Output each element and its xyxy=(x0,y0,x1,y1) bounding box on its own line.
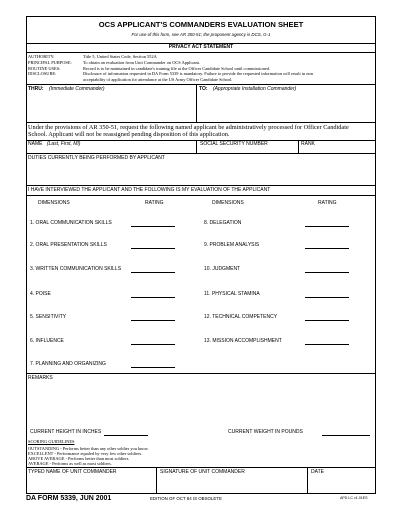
form-number: DA FORM 5339, JUN 2001 xyxy=(26,495,112,502)
height-input[interactable] xyxy=(104,435,148,436)
privacy-text-routine: Record is to be maintained in candidate's training file at the Officer Candidate School until commissioned. xyxy=(83,66,271,71)
name-field[interactable] xyxy=(28,142,80,147)
rating-poise[interactable] xyxy=(131,297,175,298)
dimensions-header-left: DIMENSIONS xyxy=(38,200,70,206)
signature-field[interactable]: SIGNATURE OF UNIT COMMANDER xyxy=(160,469,245,475)
dimension-mission-accomplishment: 13. MISSION ACCOMPLISHMENT xyxy=(204,338,282,344)
dimensions-header-right: DIMENSIONS xyxy=(212,200,244,206)
scoring-outstanding: OUTSTANDING - Performs better than any other soldier you know. xyxy=(28,446,149,451)
rating-problem-analysis[interactable] xyxy=(305,248,349,249)
rating-oral-communication[interactable] xyxy=(131,226,175,227)
dimension-sensitivity: 5. SENSITIVITY xyxy=(30,314,67,320)
typed-name-field[interactable]: TYPED NAME OF UNIT COMMANDER xyxy=(28,469,117,475)
scoring-average: AVERAGE - Performs as well as most soldiers. xyxy=(28,461,112,466)
dimension-oral-presentation: 2. ORAL PRESENTATION SKILLS xyxy=(30,242,107,248)
rating-header-left: RATING xyxy=(145,200,164,206)
privacy-text-purpose: To obtain an evaluation from Unit Commander on OCS Applicant. xyxy=(83,60,201,65)
dimension-technical-competency: 12. TECHNICAL COMPETENCY xyxy=(204,314,278,320)
rating-mission-accomplishment[interactable] xyxy=(305,344,349,345)
form-title: OCS APPLICANT'S COMMANDERS EVALUATION SHEET xyxy=(98,20,304,29)
scoring-excellent: EXCELLENT - Performance equaled by very few other soldiers. xyxy=(28,451,143,456)
request-line-2: School. Applicant will not be reassigned pending disposition of this application. xyxy=(28,131,230,138)
form-subtitle: For use of this form, see AR 350-51; the proponent agency is DCS, G-1 xyxy=(131,32,271,37)
dimension-influence: 6. INFLUENCE xyxy=(30,338,64,344)
request-line-1: Under the provisions of AR 350-51, request the following named applicant be administratively processed for Officer Candidate xyxy=(28,124,349,131)
dimension-physical-stamina: 11. PHYSICAL STAMINA xyxy=(204,291,260,297)
dimension-written-communication: 3. WRITTEN COMMUNICATION SKILLS xyxy=(30,266,122,272)
apd-version: APD LC v1.01ES xyxy=(340,496,368,500)
weight-input[interactable] xyxy=(322,435,370,436)
privacy-text-disclosure: Disclosure of information requested in DA Form 5339 is mandatory. Failure to provide the requested information will result in non xyxy=(83,71,313,76)
thru-hint: (Immediate Commander) xyxy=(48,86,105,92)
privacy-label-disclosure: DISCLOSURE: xyxy=(28,71,57,76)
to-field[interactable] xyxy=(199,87,296,92)
rating-oral-presentation[interactable] xyxy=(131,248,175,249)
privacy-heading: PRIVACY ACT STATEMENT xyxy=(168,44,234,50)
height-label: CURRENT HEIGHT IN INCHES xyxy=(30,429,102,435)
dimension-judgment: 10. JUDGMENT xyxy=(204,266,241,272)
ssn-field[interactable]: SOCIAL SECURITY NUMBER xyxy=(200,141,268,147)
scoring-above-average: ABOVE AVERAGE - Performs better than most soldiers. xyxy=(28,456,130,461)
rating-written-communication[interactable] xyxy=(131,272,175,273)
name-label: NAME xyxy=(28,141,43,147)
name-hint: (Last, First, MI) xyxy=(46,141,81,147)
rating-physical-stamina[interactable] xyxy=(305,297,349,298)
rating-header-right: RATING xyxy=(318,200,337,206)
duties-field[interactable]: DUTIES CURRENTLY BEING PERFORMED BY APPLICANT xyxy=(28,155,165,161)
rating-planning-organizing[interactable] xyxy=(131,367,175,368)
remarks-field[interactable]: REMARKS xyxy=(28,375,53,381)
date-field[interactable]: DATE xyxy=(311,469,324,475)
dimension-poise: 4. POISE xyxy=(30,291,51,297)
privacy-label-routine: ROUTINE USES: xyxy=(28,66,61,71)
evaluation-heading: I HAVE INTERVIEWED THE APPLICANT AND THE FOLLOWING IS MY EVALUATION OF THE APPLICANT xyxy=(28,187,271,193)
scoring-heading: SCORING GUIDELINES xyxy=(28,439,75,444)
privacy-text-authority: Title 5, United States Code, Section 552A xyxy=(83,54,157,59)
rating-delegation[interactable] xyxy=(305,226,349,227)
privacy-label-purpose: PRINCIPAL PURPOSE: xyxy=(28,60,72,65)
rating-technical-competency[interactable] xyxy=(305,320,349,321)
weight-label: CURRENT WEIGHT IN POUNDS xyxy=(228,429,303,435)
rating-influence[interactable] xyxy=(131,344,175,345)
thru-field[interactable] xyxy=(28,87,105,92)
dimension-problem-analysis: 9. PROBLEM ANALYSIS xyxy=(204,242,260,248)
rating-sensitivity[interactable] xyxy=(131,320,175,321)
to-hint: (Appropriate Installation Commander) xyxy=(212,86,297,92)
dimension-planning-organizing: 7. PLANNING AND ORGANIZING xyxy=(30,361,106,367)
privacy-text-disclosure-cont: acceptability of application for attendance at the US Army Officer Candidate School. xyxy=(83,77,233,82)
edition-note: EDITION OF OCT 84 IS OBSOLETE xyxy=(150,496,222,501)
rank-field[interactable]: RANK xyxy=(301,141,315,147)
rating-judgment[interactable] xyxy=(305,272,349,273)
to-label: TO: xyxy=(199,86,208,92)
dimension-oral-communication: 1. ORAL COMMUNICATION SKILLS xyxy=(30,220,112,226)
thru-label: THRU: xyxy=(28,86,44,92)
dimension-delegation: 8. DELEGATION xyxy=(204,220,242,226)
privacy-label-authority: AUTHORITY: xyxy=(28,54,55,59)
